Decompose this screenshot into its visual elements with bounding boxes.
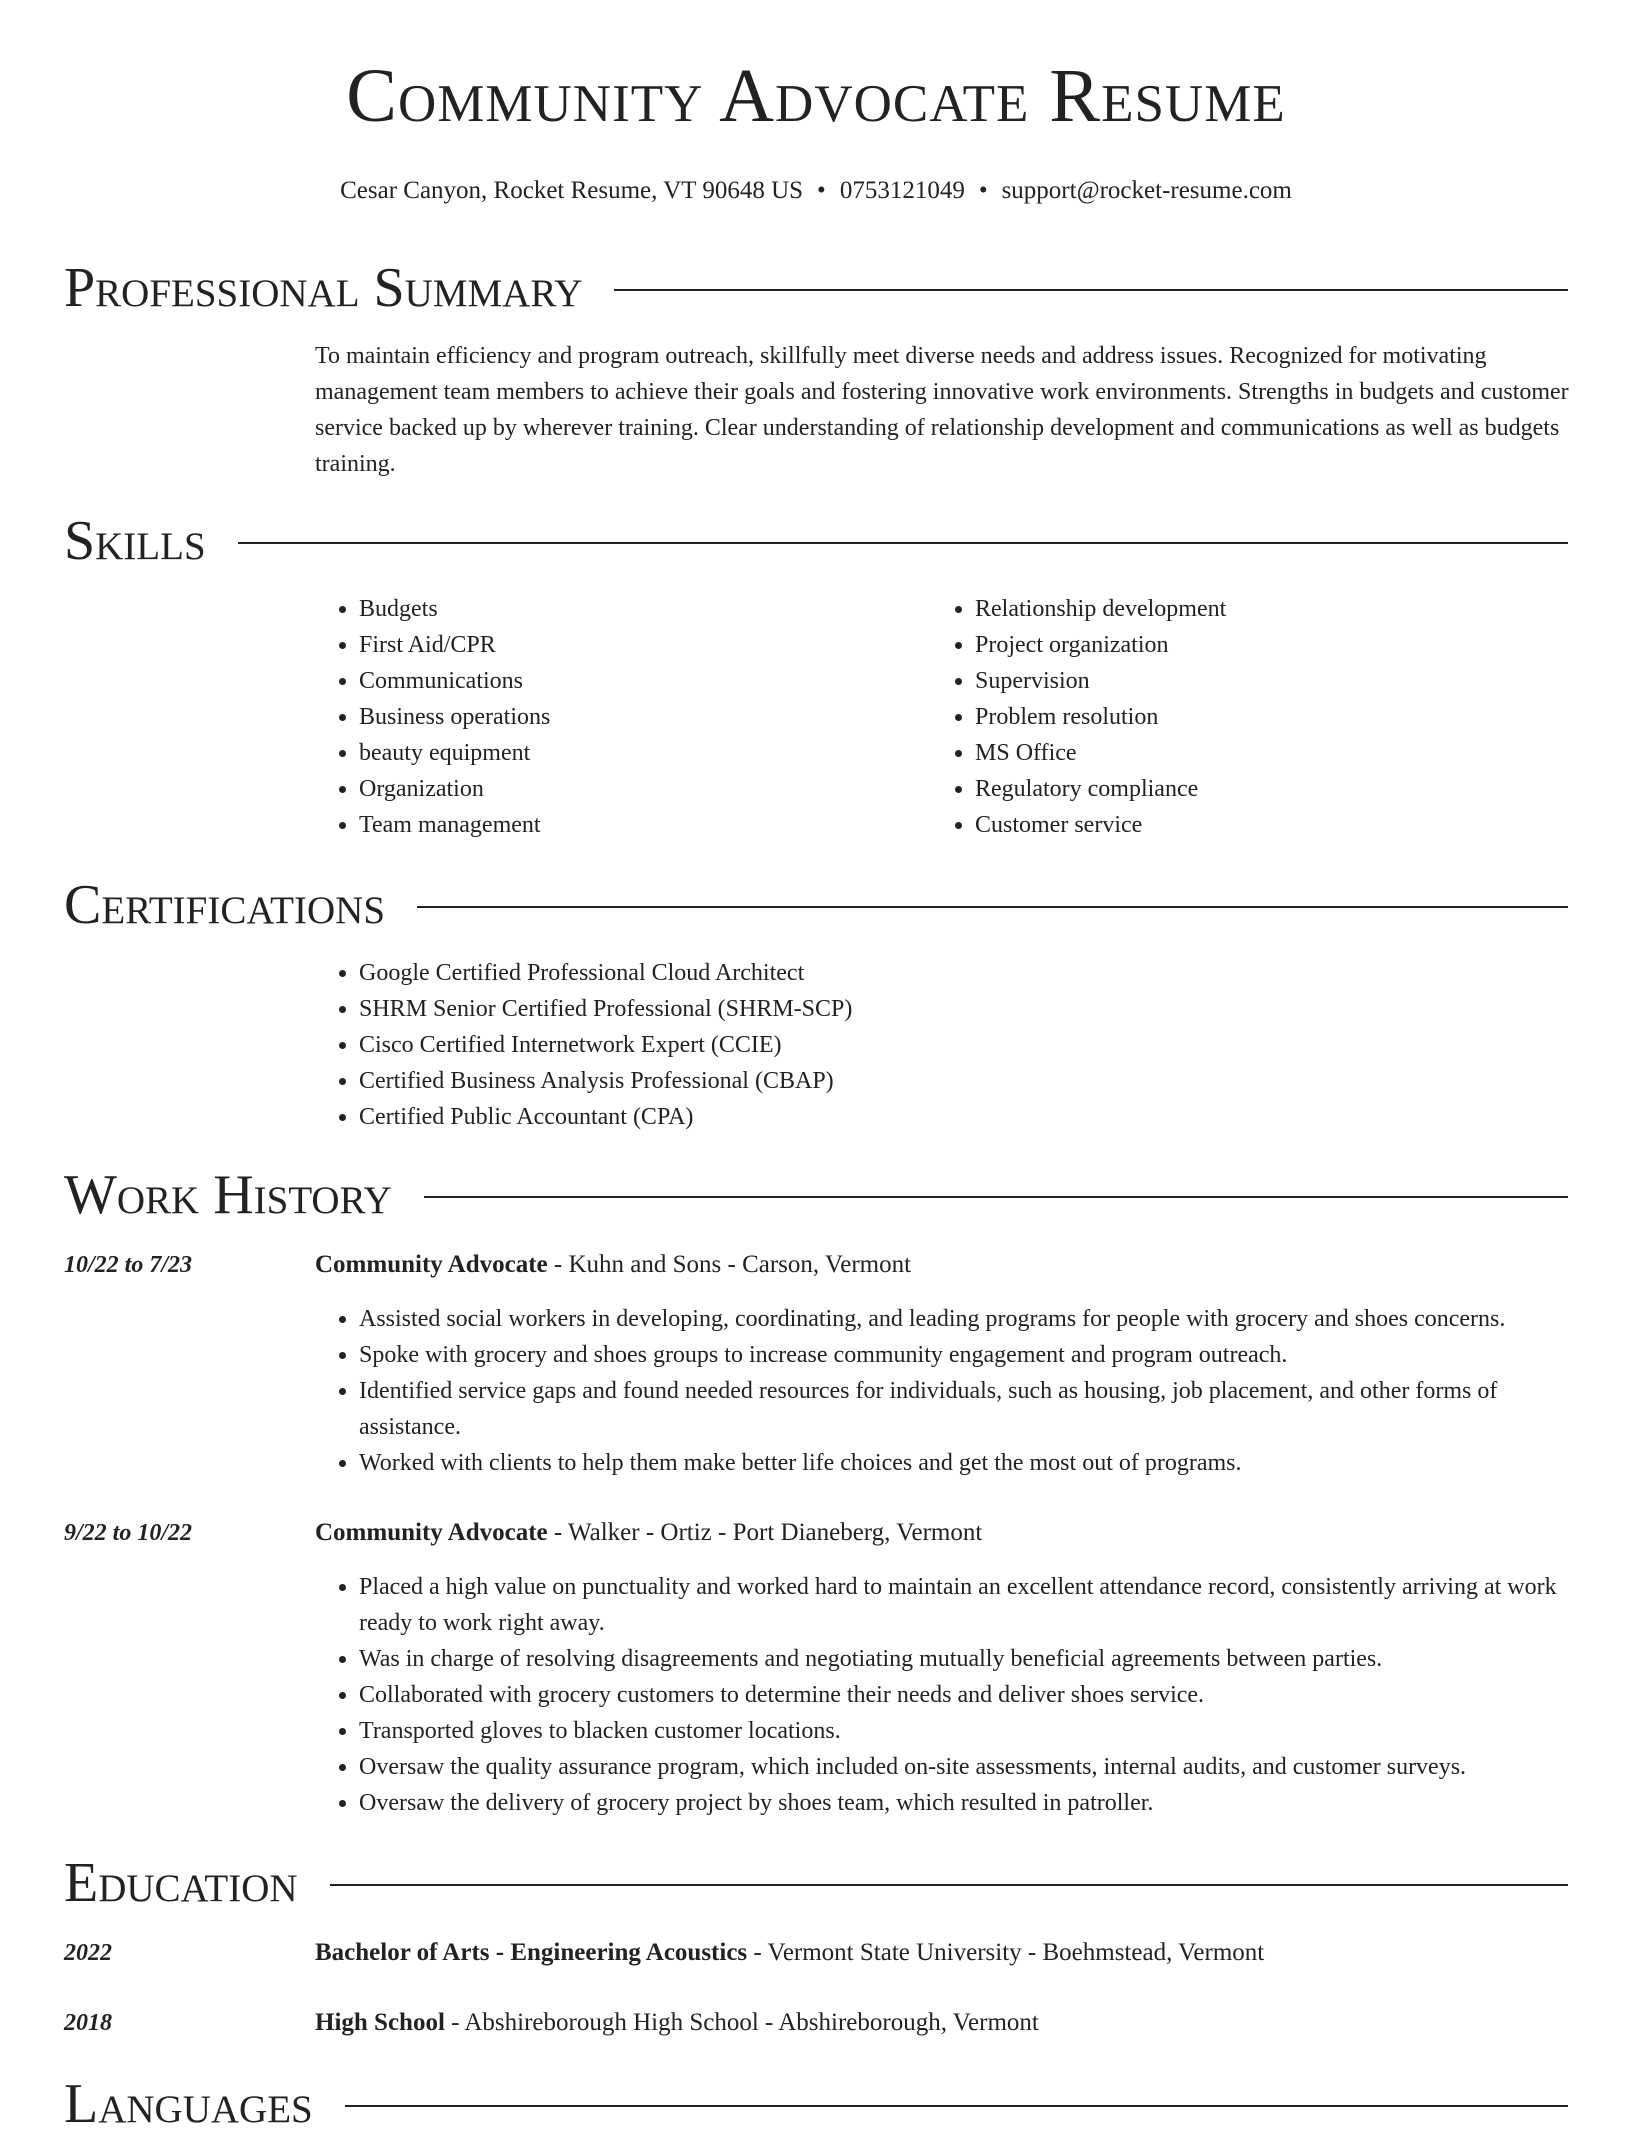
contact-address: Cesar Canyon, Rocket Resume, VT 90648 US xyxy=(340,177,804,204)
skill-item: • beauty equipment xyxy=(359,735,915,771)
section-divider xyxy=(238,542,1568,544)
contact-line xyxy=(0,176,1632,206)
job-bullet: • Oversaw the quality assurance program, which included on-site assessments, internal audits, and customer surveys. xyxy=(359,1749,1570,1785)
job-bullet: • Spoke with grocery and shoes groups to increase community engagement and program outreach. xyxy=(359,1337,1570,1373)
certification-item: • SHRM Senior Certified Professional (SHRM-SCP) xyxy=(359,991,1570,1027)
summary-text: To maintain efficiency and program outreach, skillfully meet diverse needs and address issues. Recognized for motivating management team members to achieve their goals and fostering innovative work environments. Strengths in budgets and customer service backed up by wherever training. Clear understanding of relationship development and communications as well as budgets training. xyxy=(315,343,1569,477)
skill-item: • Relationship development xyxy=(975,591,1571,627)
contact-email[interactable]: support@rocket-resume.com xyxy=(1001,177,1292,204)
section-header-skills xyxy=(64,510,1568,572)
job-details: - Walker - Ortiz - Port Dianeberg, Vermont xyxy=(547,1519,983,1546)
skill-item: • Project organization xyxy=(975,627,1571,663)
education-details: - Vermont State University - Boehmstead, Vermont xyxy=(747,1939,1265,1966)
skill-item: • MS Office xyxy=(975,735,1571,771)
job-title: Community Advocate xyxy=(315,1519,548,1546)
job-bullet: • Was in charge of resolving disagreements and negotiating mutually beneficial agreements between parties. xyxy=(359,1641,1570,1677)
job-details: - Kuhn and Sons - Carson, Vermont xyxy=(547,1251,912,1278)
skill-item: • Organization xyxy=(359,771,915,807)
job-bullets xyxy=(315,1301,1570,1481)
section-header-languages xyxy=(64,2073,1568,2135)
education-year: 2022 xyxy=(64,1940,112,1966)
education-degree: Bachelor of Arts - Engineering Acoustics xyxy=(315,1939,748,1966)
job-title: Community Advocate xyxy=(315,1251,548,1278)
skill-item: • Customer service xyxy=(975,807,1571,843)
skill-item: • Team management xyxy=(359,807,915,843)
section-header-work xyxy=(64,1164,1568,1226)
job-dates: 10/22 to 7/23 xyxy=(64,1252,193,1278)
skill-item: • Regulatory compliance xyxy=(975,771,1571,807)
job-bullet: • Identified service gaps and found needed resources for individuals, such as housing, job placement, and other forms of assistance. xyxy=(359,1373,1570,1445)
section-divider xyxy=(330,1884,1568,1886)
certification-item: • Certified Public Accountant (CPA) xyxy=(359,1099,1570,1135)
certification-item: • Google Certified Professional Cloud Architect xyxy=(359,955,1570,991)
skill-item: • Supervision xyxy=(975,663,1571,699)
certification-item: • Cisco Certified Internetwork Expert (CCIE) xyxy=(359,1027,1570,1063)
job-bullets xyxy=(315,1569,1570,1821)
job-bullet: • Transported gloves to blacken customer locations. xyxy=(359,1713,1570,1749)
education-entry xyxy=(315,2005,1039,2041)
section-header-certifications xyxy=(64,874,1568,936)
job-heading xyxy=(315,1515,982,1551)
section-title-education: Education xyxy=(64,1852,298,1914)
certification-item: • Certified Business Analysis Professional (CBAP) xyxy=(359,1063,1570,1099)
skills-column-right xyxy=(931,591,1571,843)
job-dates: 9/22 to 10/22 xyxy=(64,1520,193,1546)
education-degree: High School xyxy=(315,2009,445,2036)
section-divider xyxy=(614,289,1568,291)
education-year: 2018 xyxy=(64,2010,112,2036)
job-bullet: • Oversaw the delivery of grocery project by shoes team, which resulted in patroller. xyxy=(359,1785,1570,1821)
job-bullet: • Placed a high value on punctuality and worked hard to maintain an excellent attendance record, consistently arriving at work ready to work right away. xyxy=(359,1569,1570,1641)
section-divider xyxy=(417,906,1568,908)
skill-item: • Budgets xyxy=(359,591,915,627)
job-bullet: • Assisted social workers in developing, coordinating, and leading programs for people with grocery and shoes concerns. xyxy=(359,1301,1570,1337)
section-title-certifications: Certifications xyxy=(64,874,386,936)
section-title-languages: Languages xyxy=(64,2073,313,2135)
skills-column-left xyxy=(315,591,915,843)
education-entry xyxy=(315,1935,1264,1971)
contact-separator: • xyxy=(978,177,988,204)
section-title-skills: Skills xyxy=(64,510,206,572)
job-bullet: • Worked with clients to help them make better life choices and get the most out of programs. xyxy=(359,1445,1570,1481)
job-bullet: • Collaborated with grocery customers to determine their needs and deliver shoes service. xyxy=(359,1677,1570,1713)
skill-item: • Problem resolution xyxy=(975,699,1571,735)
section-title-summary: Professional Summary xyxy=(64,257,583,319)
certifications-list xyxy=(315,955,1570,1135)
section-title-work: Work History xyxy=(64,1164,392,1226)
resume-title: Community Advocate Resume xyxy=(346,54,1286,138)
section-header-summary xyxy=(64,257,1568,319)
skill-item: • First Aid/CPR xyxy=(359,627,915,663)
contact-phone: 0753121049 xyxy=(839,177,965,204)
job-heading xyxy=(315,1247,911,1283)
section-divider xyxy=(424,1196,1568,1198)
contact-separator: • xyxy=(817,177,826,204)
skill-item: • Communications xyxy=(359,663,915,699)
education-details: - Abshireborough High School - Abshireborough, Vermont xyxy=(444,2009,1039,2036)
section-divider xyxy=(345,2105,1568,2107)
section-header-education xyxy=(64,1852,1568,1914)
skill-item: • Business operations xyxy=(359,699,915,735)
